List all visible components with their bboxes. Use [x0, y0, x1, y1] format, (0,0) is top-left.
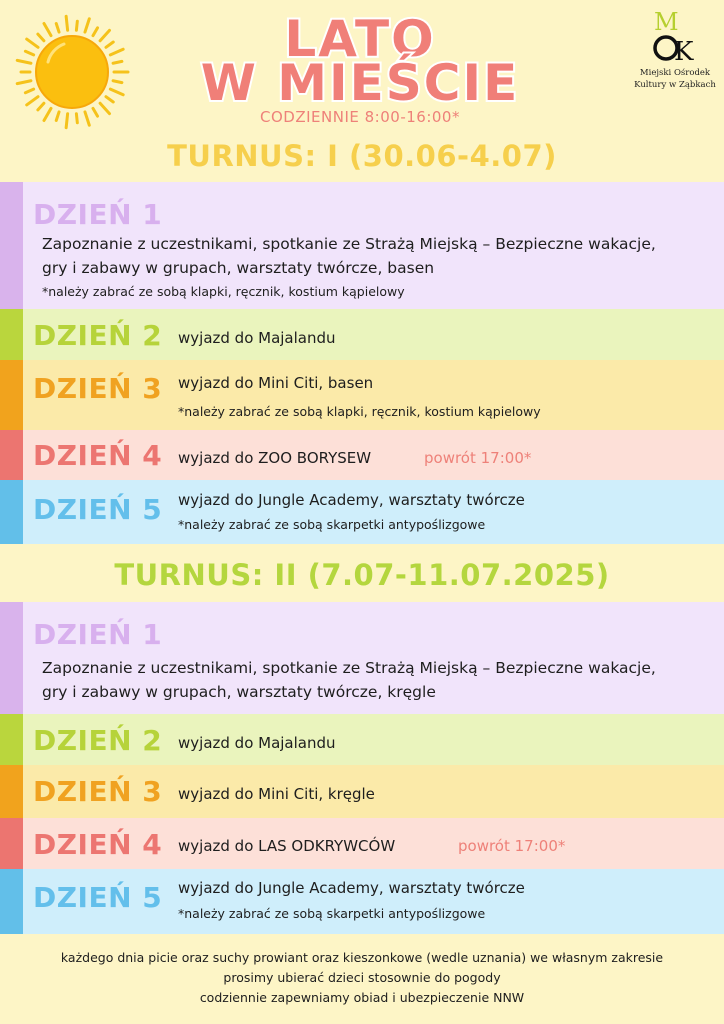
day-description: wyjazd do Jungle Academy, warsztaty twórcze — [178, 879, 525, 897]
daily-hours: CODZIENNIE 8:00-16:00* — [260, 108, 460, 126]
logo-letter-m: M — [654, 8, 679, 36]
day-description: Zapoznanie z uczestnikami, spotkanie ze Strażą Miejską – Bezpieczne wakacje, gry i zabawy w grupach, warsztaty twórcze, kręgle — [42, 659, 656, 702]
sun-icon — [14, 14, 130, 130]
turnus-1-day-5 — [0, 480, 724, 544]
day-label: DZIEŃ 4 — [33, 828, 163, 861]
footer-line-2: prosimy ubierać dzieci stosownie do pogody — [223, 970, 501, 985]
day-note: *należy zabrać ze sobą skarpetki antypoślizgowe — [178, 906, 486, 921]
day-note: *należy zabrać ze sobą skarpetki antypoślizgowe — [178, 517, 486, 532]
turnus-2-day-2 — [0, 714, 724, 765]
turnus-1-day-4 — [0, 430, 724, 480]
turnus-2-title: TURNUS: II (7.07-11.07.2025) — [114, 558, 610, 592]
mok-logo-mark — [644, 8, 706, 66]
logo-text-line-2: Kultury w Ząbkach — [634, 80, 716, 90]
day-label: DZIEŃ 3 — [33, 775, 163, 808]
turnus-1-day-3 — [0, 360, 724, 430]
day-description: Zapoznanie z uczestnikami, spotkanie ze Strażą Miejską – Bezpieczne wakacje, gry i zabawy w grupach, warsztaty twórcze, basen — [42, 235, 656, 278]
mok-logo — [630, 8, 720, 100]
day-label: DZIEŃ 1 — [33, 198, 163, 231]
footer-notes — [0, 948, 724, 1008]
day-description: wyjazd do Majalandu — [178, 734, 336, 752]
turnus-2-day-5 — [0, 869, 724, 934]
title-line-1: LATO — [284, 10, 436, 68]
day-description: wyjazd do Mini Citi, kręgle — [178, 785, 375, 803]
turnus-1-day-2 — [0, 309, 724, 360]
day-note: *należy zabrać ze sobą klapki, ręcznik, kostium kąpielowy — [178, 404, 541, 419]
footer-line-1: każdego dnia picie oraz suchy prowiant oraz kieszonkowe (wedle uznania) we własnym zakresie — [60, 950, 664, 965]
day-description: wyjazd do Majalandu — [178, 329, 336, 347]
logo-text-line-1: Miejski Ośrodek — [639, 68, 711, 78]
title-line-2: W MIEŚCIE — [200, 54, 520, 112]
logo-letter-k: K — [674, 37, 694, 66]
day-label: DZIEŃ 3 — [33, 372, 163, 405]
turnus-2-day-3 — [0, 765, 724, 818]
turnus-1-title: TURNUS: I (30.06-4.07) — [167, 139, 557, 173]
day-label: DZIEŃ 5 — [33, 881, 163, 914]
day-note: *należy zabrać ze sobą klapki, ręcznik, kostium kąpielowy — [42, 284, 405, 299]
day-description: wyjazd do Mini Citi, basen — [178, 374, 374, 392]
day-label: DZIEŃ 5 — [33, 493, 163, 526]
day-label: DZIEŃ 2 — [33, 724, 163, 757]
day-description: wyjazd do Jungle Academy, warsztaty twórcze — [178, 491, 525, 509]
footer-line-3: codziennie zapewniamy obiad i ubezpieczenie NNW — [199, 990, 525, 1005]
turnus-1-day-1 — [0, 182, 724, 309]
day-label: DZIEŃ 2 — [33, 319, 163, 352]
return-time: powrót 17:00* — [458, 837, 566, 855]
day-label: DZIEŃ 1 — [33, 618, 163, 651]
day-description: wyjazd do LAS ODKRYWCÓW — [178, 837, 396, 855]
day-description: wyjazd do ZOO BORYSEW — [178, 449, 372, 467]
turnus-2-day-4 — [0, 818, 724, 869]
return-time: powrót 17:00* — [424, 449, 532, 467]
turnus-2-day-1 — [0, 602, 724, 714]
day-label: DZIEŃ 4 — [33, 439, 163, 472]
